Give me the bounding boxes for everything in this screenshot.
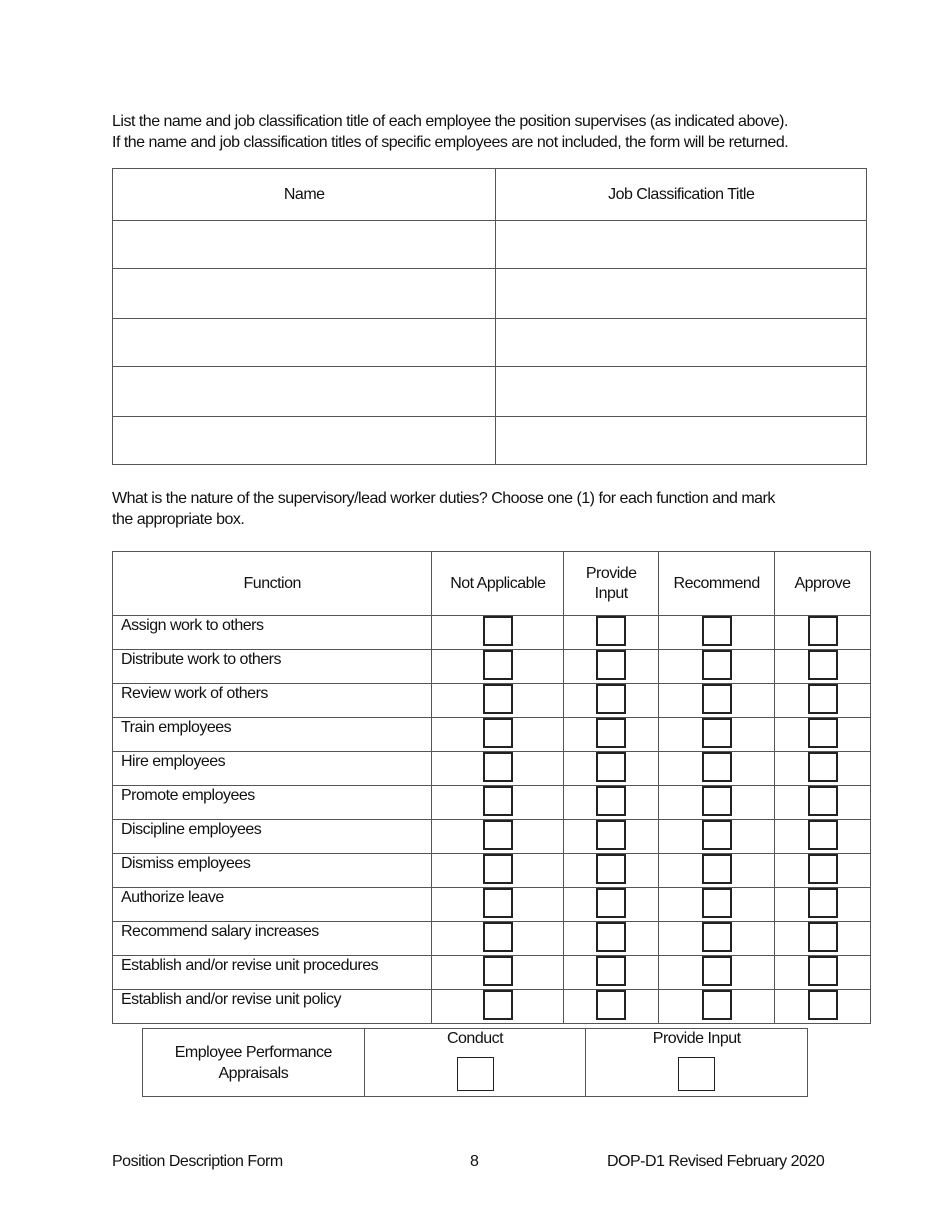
recommend-cell	[659, 854, 775, 888]
not-applicable-checkbox[interactable]	[483, 684, 513, 714]
not-applicable-checkbox[interactable]	[483, 888, 513, 918]
not-applicable-checkbox[interactable]	[483, 990, 513, 1020]
not-applicable-cell	[432, 786, 564, 820]
not-applicable-checkbox[interactable]	[483, 786, 513, 816]
not-applicable-checkbox[interactable]	[483, 854, 513, 884]
provide-input-checkbox[interactable]	[596, 786, 626, 816]
conduct-label: Conduct	[446, 1030, 504, 1047]
employee-title-cell[interactable]	[496, 367, 867, 417]
provide-input-cell	[564, 684, 659, 718]
supervised-employees-instructions	[112, 111, 788, 153]
not-applicable-checkbox[interactable]	[483, 752, 513, 782]
table-row	[113, 922, 871, 956]
recommend-checkbox[interactable]	[702, 956, 732, 986]
table-row	[113, 616, 871, 650]
employee-name-cell[interactable]	[113, 319, 496, 367]
table-row	[113, 367, 867, 417]
approve-cell	[775, 616, 871, 650]
provide-input-cell	[564, 650, 659, 684]
not-applicable-cell	[432, 922, 564, 956]
recommend-checkbox[interactable]	[702, 854, 732, 884]
provide-input-cell	[564, 786, 659, 820]
approve-cell	[775, 650, 871, 684]
table-row	[113, 956, 871, 990]
approve-column-header: Approve	[775, 552, 871, 616]
employee-name-cell[interactable]	[113, 417, 496, 465]
approve-checkbox[interactable]	[808, 786, 838, 816]
table-row	[113, 319, 867, 367]
function-label: Authorize leave	[113, 888, 432, 922]
provide-input-checkbox[interactable]	[596, 718, 626, 748]
function-label: Review work of others	[113, 684, 432, 718]
recommend-cell	[659, 786, 775, 820]
not-applicable-checkbox[interactable]	[483, 650, 513, 680]
provide-input-option-cell	[586, 1029, 808, 1097]
provide-input-checkbox[interactable]	[678, 1057, 715, 1091]
appraisals-label-line: Appraisals	[218, 1064, 289, 1082]
table-row	[113, 684, 871, 718]
recommend-checkbox[interactable]	[702, 820, 732, 850]
approve-checkbox[interactable]	[808, 990, 838, 1020]
function-label: Distribute work to others	[113, 650, 432, 684]
employee-title-cell[interactable]	[496, 221, 867, 269]
not-applicable-checkbox[interactable]	[483, 820, 513, 850]
provide-input-checkbox[interactable]	[596, 616, 626, 646]
supervisory-functions-table	[112, 551, 871, 1024]
recommend-checkbox[interactable]	[702, 786, 732, 816]
performance-appraisals-table	[142, 1028, 808, 1097]
not-applicable-cell	[432, 616, 564, 650]
approve-cell	[775, 718, 871, 752]
provide-input-cell	[564, 820, 659, 854]
not-applicable-checkbox[interactable]	[483, 616, 513, 646]
approve-checkbox[interactable]	[808, 854, 838, 884]
not-applicable-cell	[432, 854, 564, 888]
table-header-row	[113, 169, 867, 221]
not-applicable-cell	[432, 820, 564, 854]
not-applicable-cell	[432, 718, 564, 752]
provide-input-cell	[564, 990, 659, 1024]
not-applicable-checkbox[interactable]	[483, 956, 513, 986]
approve-checkbox[interactable]	[808, 888, 838, 918]
provide-input-cell	[564, 718, 659, 752]
function-label: Establish and/or revise unit procedures	[113, 956, 432, 990]
recommend-cell	[659, 956, 775, 990]
functions-body	[113, 616, 871, 1024]
function-label: Recommend salary increases	[113, 922, 432, 956]
approve-cell	[775, 956, 871, 990]
approve-cell	[775, 752, 871, 786]
conduct-option-cell	[364, 1029, 586, 1097]
not-applicable-cell	[432, 990, 564, 1024]
provide-input-cell	[564, 752, 659, 786]
not-applicable-cell	[432, 956, 564, 990]
recommend-cell	[659, 922, 775, 956]
function-label: Hire employees	[113, 752, 432, 786]
table-row	[113, 786, 871, 820]
footer-revision: DOP-D1 Revised February 2020	[607, 1153, 825, 1170]
approve-checkbox[interactable]	[808, 718, 838, 748]
employee-name-cell[interactable]	[113, 269, 496, 319]
table-row	[113, 854, 871, 888]
provide-input-checkbox[interactable]	[596, 684, 626, 714]
approve-cell	[775, 888, 871, 922]
employee-title-cell[interactable]	[496, 319, 867, 367]
provide-input-label: Provide Input	[652, 1030, 741, 1047]
recommend-checkbox[interactable]	[702, 650, 732, 680]
not-applicable-cell	[432, 684, 564, 718]
provide-input-checkbox[interactable]	[596, 854, 626, 884]
employee-title-cell[interactable]	[496, 417, 867, 465]
approve-cell	[775, 854, 871, 888]
instruction-line: the appropriate box.	[112, 511, 245, 528]
table-row	[113, 269, 867, 319]
recommend-cell	[659, 888, 775, 922]
recommend-cell	[659, 990, 775, 1024]
provide-input-checkbox[interactable]	[596, 956, 626, 986]
duties-instructions	[112, 488, 775, 530]
not-applicable-checkbox[interactable]	[483, 922, 513, 952]
recommend-column-header: Recommend	[659, 552, 775, 616]
provide-input-checkbox[interactable]	[596, 990, 626, 1020]
approve-cell	[775, 786, 871, 820]
instruction-line: List the name and job classification title of each employee the position supervises (as indicated above).	[112, 113, 788, 130]
provide-input-cell	[564, 616, 659, 650]
employee-title-cell[interactable]	[496, 269, 867, 319]
approve-cell	[775, 922, 871, 956]
provide-input-checkbox[interactable]	[596, 650, 626, 680]
provide-input-checkbox[interactable]	[596, 752, 626, 782]
provide-input-column-header	[564, 552, 659, 616]
function-label: Discipline employees	[113, 820, 432, 854]
header-line: Input	[594, 584, 628, 602]
provide-input-cell	[564, 854, 659, 888]
approve-checkbox[interactable]	[808, 752, 838, 782]
table-row	[113, 820, 871, 854]
recommend-cell	[659, 616, 775, 650]
footer-form-name: Position Description Form	[112, 1153, 283, 1170]
function-column-header: Function	[113, 552, 432, 616]
recommend-checkbox[interactable]	[702, 888, 732, 918]
approve-checkbox[interactable]	[808, 820, 838, 850]
not-applicable-cell	[432, 752, 564, 786]
provide-input-cell	[564, 956, 659, 990]
provide-input-cell	[564, 888, 659, 922]
table-row	[113, 888, 871, 922]
provide-input-checkbox[interactable]	[596, 820, 626, 850]
recommend-cell	[659, 650, 775, 684]
not-applicable-cell	[432, 888, 564, 922]
provide-input-checkbox[interactable]	[596, 922, 626, 952]
function-label: Promote employees	[113, 786, 432, 820]
supervised-employees-table	[112, 168, 867, 465]
approve-checkbox[interactable]	[808, 956, 838, 986]
not-applicable-cell	[432, 650, 564, 684]
table-row	[143, 1029, 808, 1097]
approve-cell	[775, 684, 871, 718]
instruction-line: If the name and job classification titles of specific employees are not included, the form will be returned.	[112, 134, 789, 151]
not-applicable-checkbox[interactable]	[483, 718, 513, 748]
approve-checkbox[interactable]	[808, 650, 838, 680]
approve-checkbox[interactable]	[808, 922, 838, 952]
employee-name-cell[interactable]	[113, 221, 496, 269]
name-column-header: Name	[113, 169, 496, 221]
table-row	[113, 718, 871, 752]
function-label: Assign work to others	[113, 616, 432, 650]
function-label: Train employees	[113, 718, 432, 752]
function-label: Dismiss employees	[113, 854, 432, 888]
appraisals-label-cell	[143, 1029, 365, 1097]
not-applicable-column-header: Not Applicable	[432, 552, 564, 616]
recommend-checkbox[interactable]	[702, 684, 732, 714]
conduct-checkbox[interactable]	[457, 1057, 494, 1091]
instruction-line: What is the nature of the supervisory/lead worker duties? Choose one (1) for each function and mark	[112, 490, 775, 507]
recommend-cell	[659, 718, 775, 752]
table-row	[113, 417, 867, 465]
recommend-cell	[659, 684, 775, 718]
recommend-checkbox[interactable]	[702, 718, 732, 748]
table-row	[113, 650, 871, 684]
footer-page-number: 8	[470, 1153, 479, 1170]
approve-cell	[775, 820, 871, 854]
recommend-checkbox[interactable]	[702, 616, 732, 646]
header-line: Provide	[585, 564, 637, 582]
approve-checkbox[interactable]	[808, 684, 838, 714]
table-row	[113, 990, 871, 1024]
recommend-cell	[659, 752, 775, 786]
provide-input-cell	[564, 922, 659, 956]
table-header-row	[113, 552, 871, 616]
approve-cell	[775, 990, 871, 1024]
approve-checkbox[interactable]	[808, 616, 838, 646]
provide-input-checkbox[interactable]	[596, 888, 626, 918]
job-title-column-header: Job Classification Title	[496, 169, 867, 221]
recommend-checkbox[interactable]	[702, 922, 732, 952]
appraisals-label-line: Employee Performance	[174, 1043, 332, 1061]
table-row	[113, 752, 871, 786]
employee-name-cell[interactable]	[113, 367, 496, 417]
recommend-cell	[659, 820, 775, 854]
recommend-checkbox[interactable]	[702, 990, 732, 1020]
table-row	[113, 221, 867, 269]
recommend-checkbox[interactable]	[702, 752, 732, 782]
function-label: Establish and/or revise unit policy	[113, 990, 432, 1024]
